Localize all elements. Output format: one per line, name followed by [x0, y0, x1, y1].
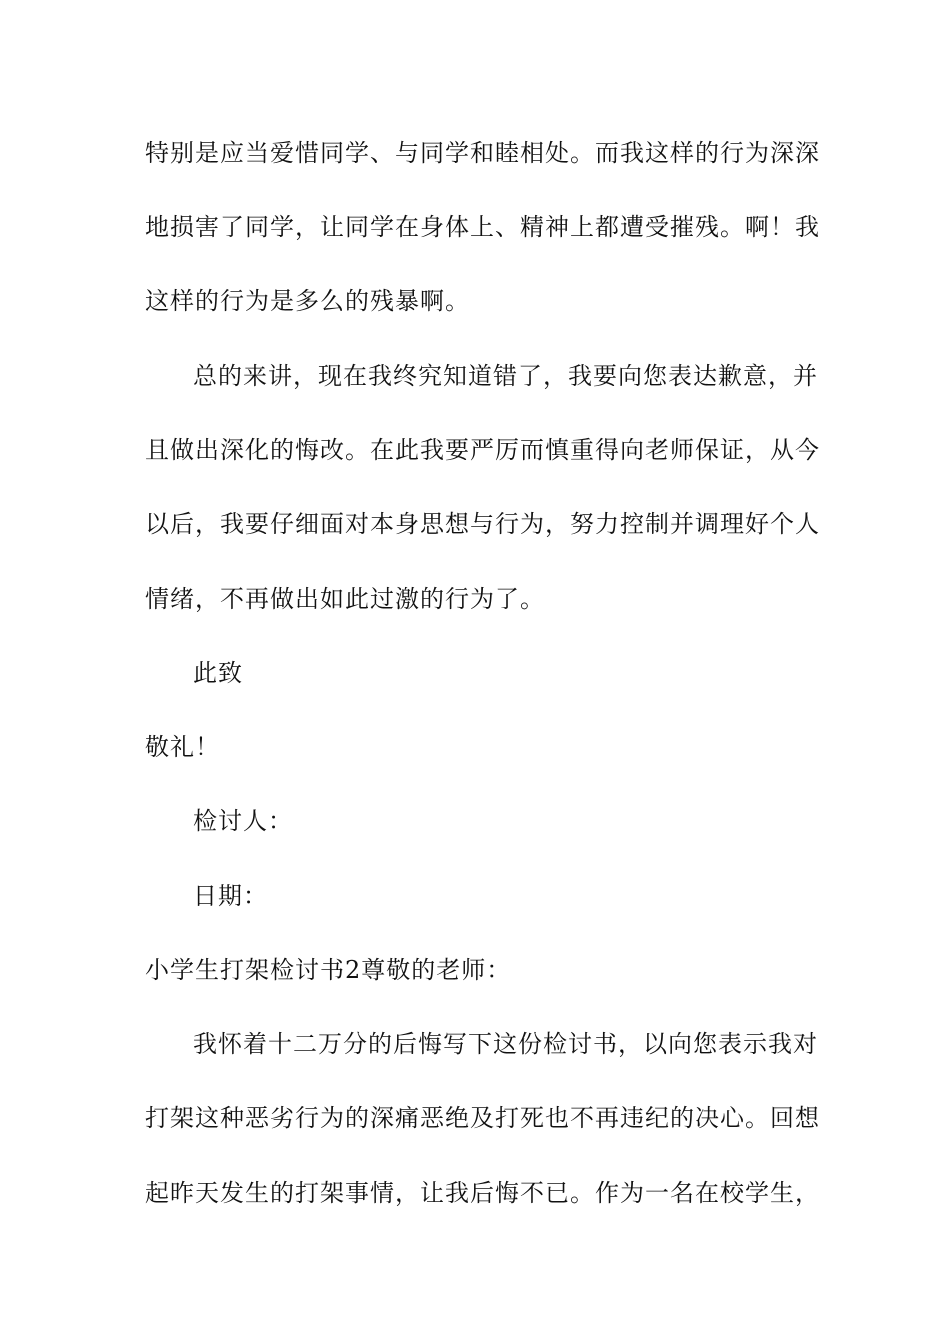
closing-regards: 敬礼！ [145, 733, 220, 761]
paragraph-line: 这样的行为是多么的残暴啊。 [145, 287, 470, 315]
paragraph-line: 且做出深化的悔改。在此我要严厉而慎重得向老师保证，从今 [145, 436, 820, 464]
date-label: 日期： [193, 882, 268, 910]
paragraph-line: 特别是应当爱惜同学、与同学和睦相处。而我这样的行为深深 [145, 139, 820, 167]
closing-salutation: 此致 [193, 659, 243, 687]
paragraph-line: 总的来讲，现在我终究知道错了，我要向您表达歉意，并 [193, 362, 818, 390]
paragraph-line: 我怀着十二万分的后悔写下这份检讨书，以向您表示我对 [193, 1030, 818, 1058]
signature-label: 检讨人： [193, 807, 293, 835]
paragraph-line: 打架这种恶劣行为的深痛恶绝及打死也不再违纪的决心。回想 [145, 1104, 820, 1132]
section-heading: 小学生打架检讨书2尊敬的老师： [145, 956, 512, 984]
paragraph-line: 以后，我要仔细面对本身思想与行为，努力控制并调理好个人 [145, 510, 820, 538]
paragraph-line: 起昨天发生的打架事情，让我后悔不已。作为一名在校学生， [145, 1179, 820, 1207]
paragraph-line: 情绪，不再做出如此过激的行为了。 [145, 585, 545, 613]
paragraph-line: 地损害了同学，让同学在身体上、精神上都遭受摧残。啊！我 [145, 213, 820, 241]
